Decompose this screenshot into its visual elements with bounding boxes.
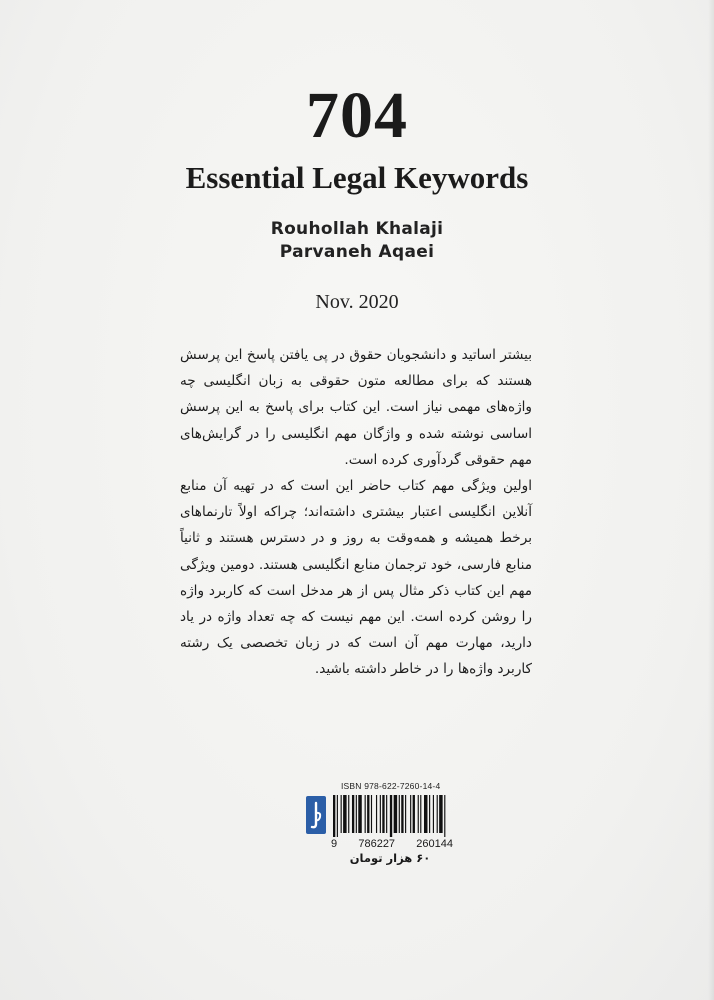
description-paragraph: اولین ویژگی مهم کتاب حاضر این است که در تهیه آن منابع آنلاین انگلیسی اعتبار بیشتری داشته‌اند؛ چراکه اولاً تارنماهای برخط همیشه و همه‌وقت به روز و در دسترس هستند و ثانیاً منابع فارسی، خود ترجمان منابع انگلیسی هستند. دومین ویژگی مهم این کتاب ذکر مثال پس از هر مدخل است که کاربرد واژه را روشن کرده است. این مهم نیست که چه تعداد واژه در یاد دارید، مهارت مهم آن است که در زبان تخصصی یک رشته کاربرد واژه‌ها را در خاطر داشته باشید. (180, 478, 532, 678)
barcode-bar (376, 795, 377, 833)
publication-date: Nov. 2020 (315, 291, 399, 313)
book-description (180, 342, 532, 683)
barcode-bar (405, 795, 406, 833)
barcode-bar (352, 795, 354, 833)
barcode-bar (433, 795, 434, 833)
barcode-bar (365, 795, 366, 833)
author-name: Parvaneh Aqaei (279, 242, 435, 262)
barcode-bar (444, 795, 445, 837)
barcode-bar (437, 795, 438, 833)
barcode-bar (367, 795, 369, 833)
publisher-logo-icon (306, 796, 326, 834)
barcode-bar (420, 795, 421, 833)
barcode-number (331, 838, 453, 850)
book-number: 704 (306, 79, 408, 152)
barcode-bar (429, 795, 430, 833)
barcode-bar (341, 795, 342, 833)
barcode-bar (386, 795, 387, 833)
barcode-digit-group: 9 (331, 838, 338, 850)
barcode-bar (390, 795, 392, 837)
barcode-bar (371, 795, 372, 833)
barcode-bar (380, 795, 381, 833)
description-paragraph: بیشتر اساتید و دانشجویان حقوق در پی یافتن پاسخ این پرسش هستند که برای مطالعه متون حقوقی به زبان انگلیسی چه واژه‌های مهمی نیاز است. این کتاب برای پاسخ به این پرسش اساسی نوشته شده و واژگان مهم انگلیسی را در گرایش‌های مهم حقوقی گردآوری کرده است. (180, 347, 532, 468)
barcode-digit-group: 786227 (358, 838, 396, 850)
barcode-bar (439, 795, 442, 833)
barcode-bar (382, 795, 384, 833)
barcode-bar (424, 795, 427, 833)
book-title: Essential Legal Keywords (185, 160, 529, 195)
isbn-text: ISBN 978-622-7260-14-4 (341, 781, 441, 791)
barcode-bar (343, 795, 346, 833)
author-name: Rouhollah Khalaji (270, 219, 444, 239)
price-label: ۶۰ هزار تومان (349, 851, 431, 865)
barcode-bar (394, 795, 397, 833)
barcode-bar (358, 795, 361, 833)
barcode-digit-group: 260144 (416, 838, 453, 850)
barcode-bar (348, 795, 349, 833)
barcode-bar (399, 795, 400, 833)
barcode-bar (333, 795, 335, 837)
barcode-bar (356, 795, 357, 833)
barcode-bar (418, 795, 419, 833)
barcode-bar (401, 795, 403, 833)
barcode-bar (413, 795, 415, 833)
barcode-bar (337, 795, 338, 837)
barcode-bar (410, 795, 411, 833)
barcode (333, 795, 448, 837)
